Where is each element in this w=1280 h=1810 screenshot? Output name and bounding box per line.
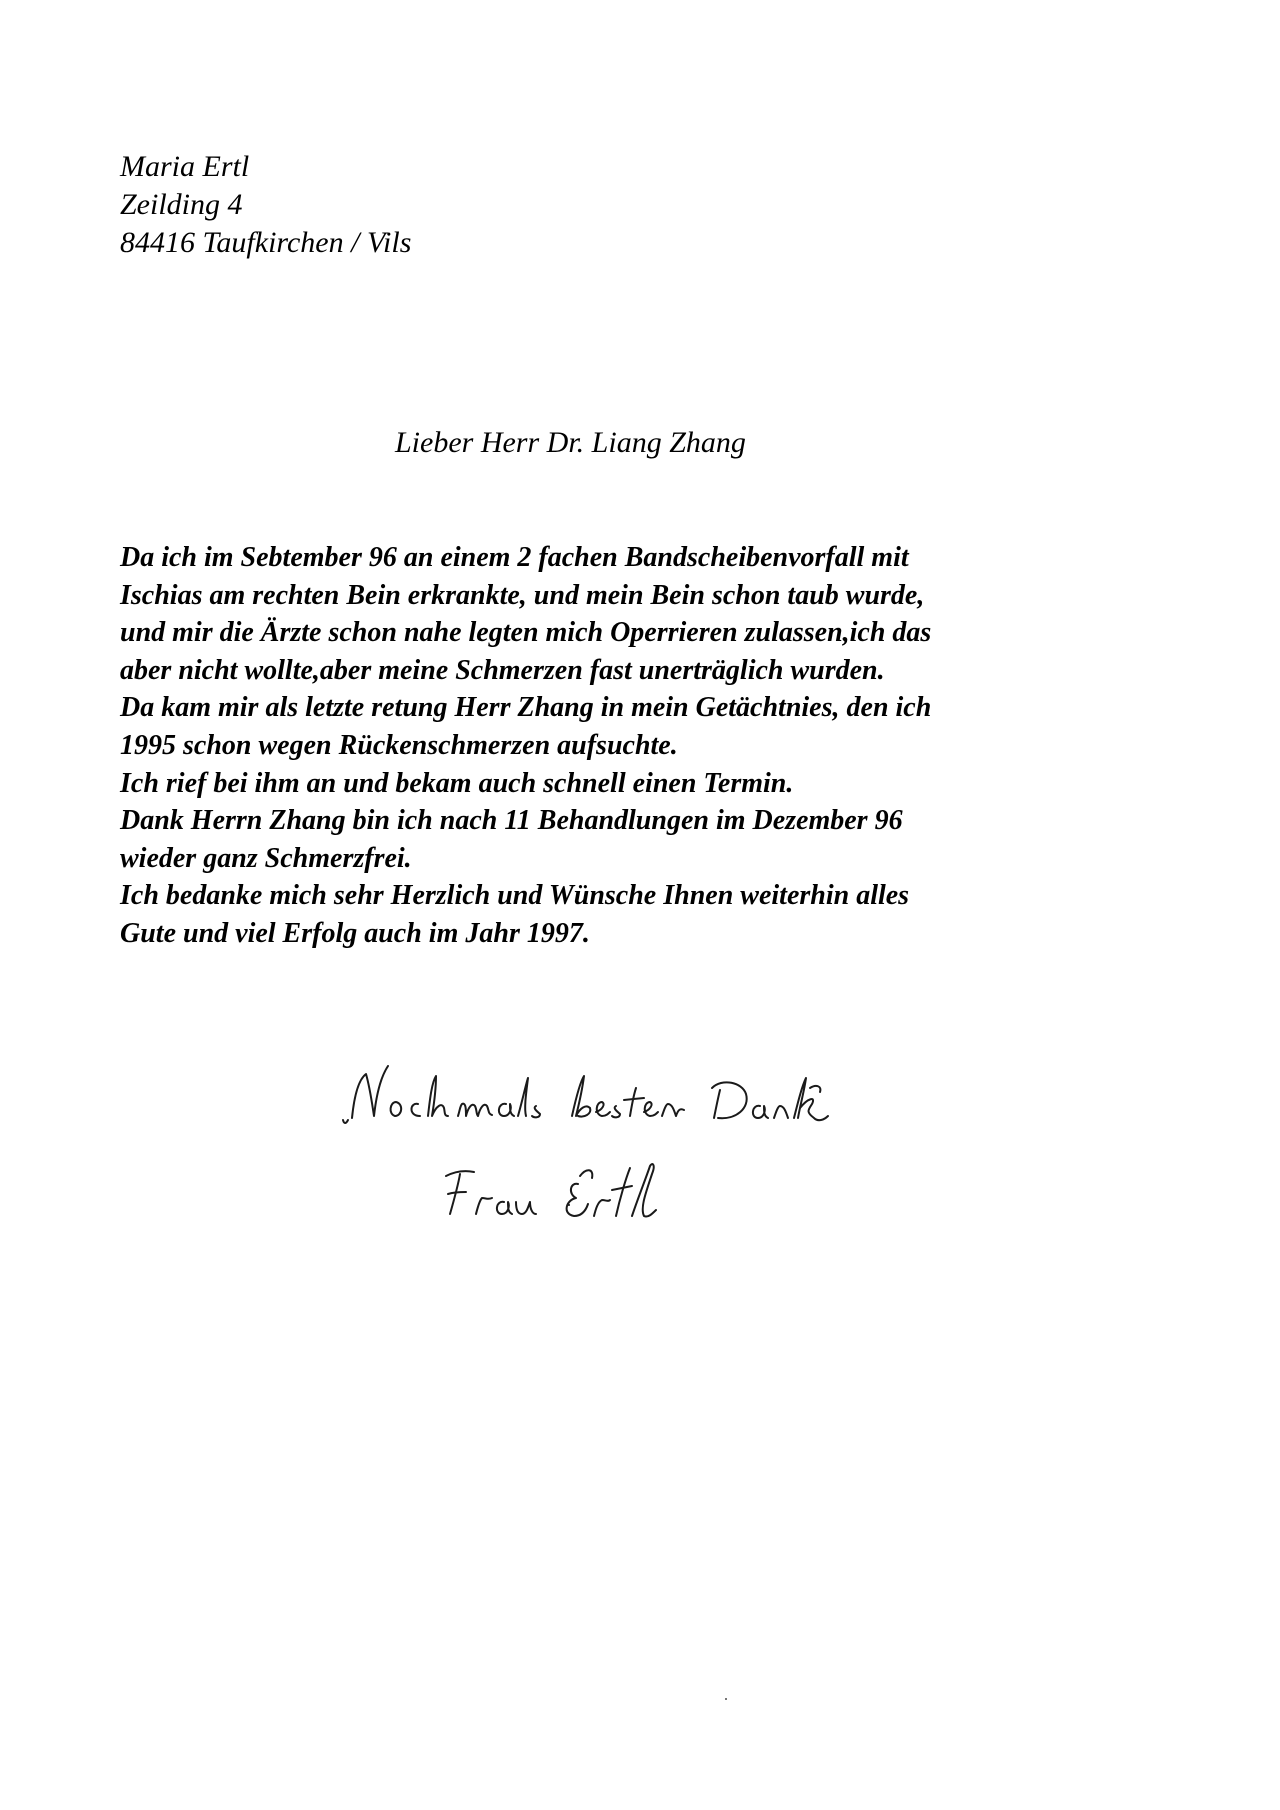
body-line: Da kam mir als letzte retung Herr Zhang in mein Getächtnies, den ich	[120, 692, 932, 724]
sender-street: Zeilding 4	[120, 188, 243, 221]
sender-address	[120, 148, 411, 262]
body-line: Ich rief bei ihm an und bekam auch schnell einen Termin.	[120, 767, 794, 799]
letter-body	[120, 539, 931, 953]
handwriting-line-1	[343, 1066, 828, 1123]
handwriting-line-2	[446, 1164, 656, 1216]
body-line: 1995 schon wegen Rückenschmerzen aufsuchte.	[120, 729, 678, 761]
body-line: wieder ganz Schmerzfrei.	[120, 842, 412, 874]
scan-speck	[725, 1698, 727, 1700]
salutation: Lieber Herr Dr. Liang Zhang	[395, 426, 746, 459]
body-line: Da ich im Sebtember 96 an einem 2 fachen Bandscheibenvorfall mit	[120, 542, 909, 573]
body-line: Gute und viel Erfolg auch im Jahr 1997.	[120, 917, 590, 949]
handwritten-signature	[340, 1058, 900, 1238]
body-line: Ischias am rechten Bein erkrankte, und mein Bein schon taub wurde,	[120, 579, 925, 611]
body-line: Ich bedanke mich sehr Herzlich und Wünsche Ihnen weiterhin alles	[120, 880, 910, 912]
body-line: aber nicht wollte,aber meine Schmerzen fast unerträglich wurden.	[120, 654, 885, 686]
body-line: und mir die Ärzte schon nahe legten mich Operrieren zulassen,ich das	[120, 617, 932, 649]
sender-name: Maria Ertl	[120, 150, 250, 183]
body-line: Dank Herrn Zhang bin ich nach 11 Behandlungen im Dezember 96	[120, 805, 903, 837]
sender-city: 84416 Taufkirchen / Vils	[120, 226, 412, 259]
